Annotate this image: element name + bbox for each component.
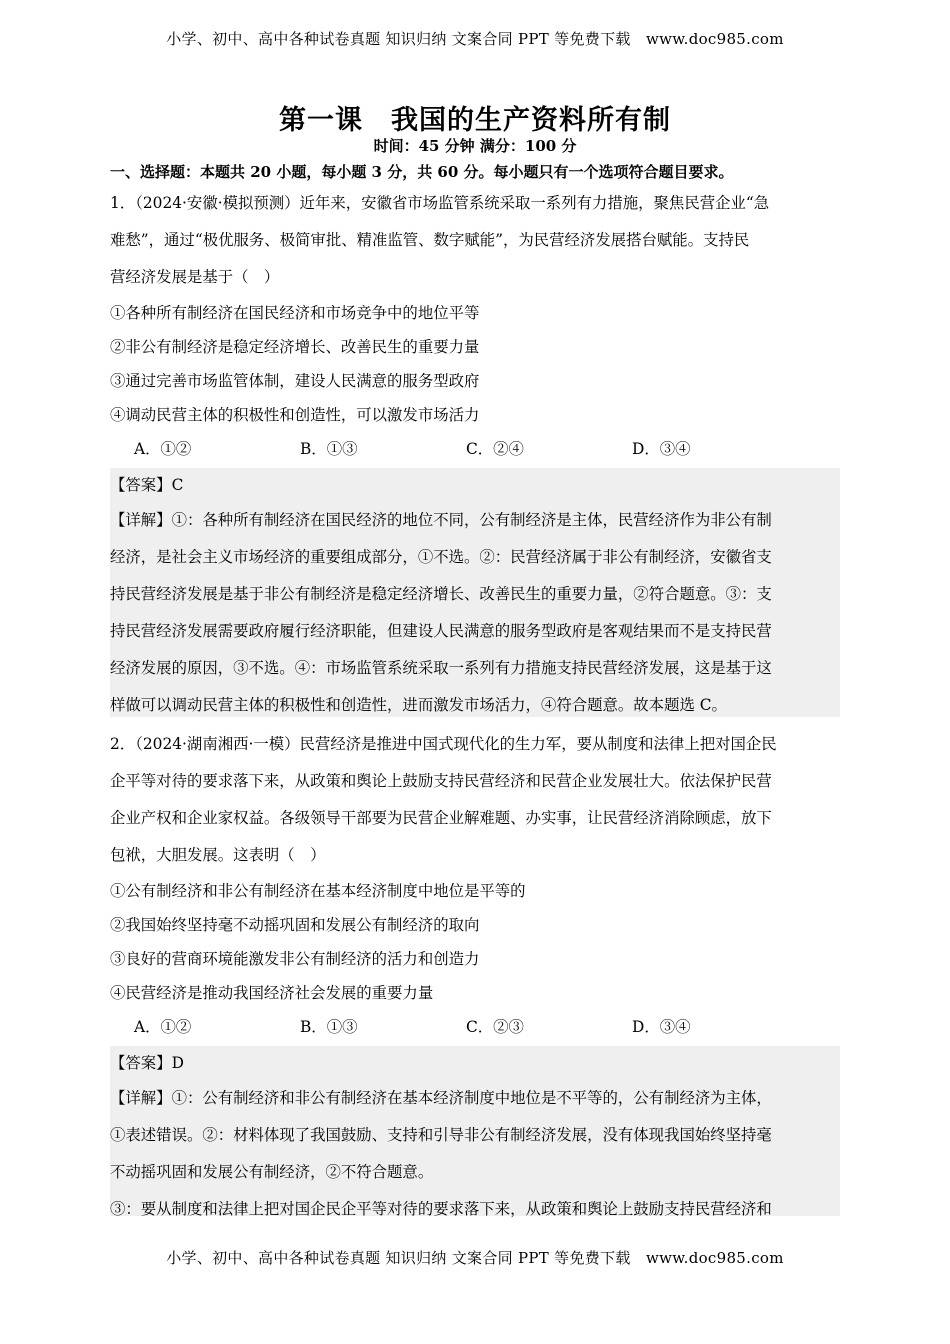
statement-option: ④民营经济是推动我国经济社会发展的重要力量 — [110, 984, 434, 1002]
answer-block — [110, 468, 840, 717]
detail-line: 【详解】①：公有制经济和非公有制经济在基本经济制度中地位是不平等的，公有制经济为主体， — [110, 1089, 772, 1107]
page-title: 第一课 我国的生产资料所有制 — [279, 105, 671, 136]
question-stem-line: 企平等对待的要求落下来，从政策和舆论上鼓励支持民营经济和民营企业发展壮大。依法保护民营 — [110, 772, 772, 790]
answer-choices — [110, 432, 840, 466]
detail-line: ③：要从制度和法律上把对国企民企平等对待的要求落下来，从政策和舆论上鼓励支持民营经济和 — [110, 1200, 772, 1218]
question-stem-line: 2．（2024·湖南湘西·一模）民营经济是推进中国式现代化的生力军，要从制度和法律上把对国企民 — [110, 735, 777, 753]
answer-label: 【答案】C — [110, 476, 184, 494]
statement-option: ③通过完善市场监管体制，建设人民满意的服务型政府 — [110, 372, 480, 390]
answer-block — [110, 1046, 840, 1216]
question-stem-line: 难愁”，通过“极优服务、极简审批、精准监管、数字赋能”，为民营经济发展搭台赋能。支持民 — [110, 231, 750, 249]
statement-option: ①各种所有制经济在国民经济和市场竞争中的地位平等 — [110, 304, 480, 322]
choice-b: B．①③ — [300, 440, 358, 458]
question-2 — [110, 726, 840, 1216]
choice-a: A．①② — [134, 440, 192, 458]
detail-line: 经济发展的原因，③不选。④：市场监管系统采取一系列有力措施支持民营经济发展，这是基于这 — [110, 659, 772, 677]
choice-a: A．①② — [134, 1018, 192, 1036]
section-heading: 一、选择题：本题共 20 小题，每小题 3 分，共 60 分。每小题只有一个选项符合题目要求。 — [110, 163, 734, 181]
page-header: 小学、初中、高中各种试卷真题 知识归纳 文案合同 PPT 等免费下载 www.doc985.com — [166, 30, 784, 48]
question-stem-line: 包袱，大胆发展。这表明（ ） — [110, 846, 326, 864]
statement-option: ①公有制经济和非公有制经济在基本经济制度中地位是平等的 — [110, 882, 526, 900]
choice-d: D．③④ — [632, 440, 691, 458]
answer-choices — [110, 1010, 840, 1044]
detail-line: 不动摇巩固和发展公有制经济，②不符合题意。 — [110, 1163, 434, 1181]
question-stem-line: 营经济发展是基于（ ） — [110, 268, 280, 286]
question-stem-line: 1．（2024·安徽·模拟预测）近年来，安徽省市场监管系统采取一系列有力措施，聚焦民营企业“急 — [110, 194, 770, 212]
statement-option: ④调动民营主体的积极性和创造性，可以激发市场活力 — [110, 406, 480, 424]
exam-info: 时间：45 分钟 满分：100 分 — [373, 137, 577, 155]
detail-line: 【详解】①：各种所有制经济在国民经济的地位不同，公有制经济是主体，民营经济作为非公有制 — [110, 511, 772, 529]
detail-line: 持民营经济发展是基于非公有制经济是稳定经济增长、改善民生的重要力量，②符合题意。③：支 — [110, 585, 772, 603]
answer-label: 【答案】D — [110, 1054, 184, 1072]
detail-line: 样做可以调动民营主体的积极性和创造性，进而激发市场活力，④符合题意。故本题选 C。 — [110, 696, 727, 714]
page-footer: 小学、初中、高中各种试卷真题 知识归纳 文案合同 PPT 等免费下载 www.doc985.com — [166, 1249, 784, 1267]
statement-option: ②我国始终坚持毫不动摇巩固和发展公有制经济的取向 — [110, 916, 480, 934]
choice-d: D．③④ — [632, 1018, 691, 1036]
choice-c: C．②③ — [466, 1018, 524, 1036]
detail-line: ①表述错误。②：材料体现了我国鼓励、支持和引导非公有制经济发展，没有体现我国始终坚持毫 — [110, 1126, 772, 1144]
detail-line: 持民营经济发展需要政府履行经济职能，但建设人民满意的服务型政府是客观结果而不是支持民营 — [110, 622, 772, 640]
detail-line: 经济，是社会主义市场经济的重要组成部分，①不选。②：民营经济属于非公有制经济，安徽省支 — [110, 548, 772, 566]
question-stem-line: 企业产权和企业家权益。各级领导干部要为民营企业解难题、办实事，让民营经济消除顾虑，放下 — [110, 809, 772, 827]
choice-c: C．②④ — [466, 440, 524, 458]
question-1 — [110, 185, 840, 717]
statement-option: ②非公有制经济是稳定经济增长、改善民生的重要力量 — [110, 338, 480, 356]
statement-option: ③良好的营商环境能激发非公有制经济的活力和创造力 — [110, 950, 480, 968]
choice-b: B．①③ — [300, 1018, 358, 1036]
